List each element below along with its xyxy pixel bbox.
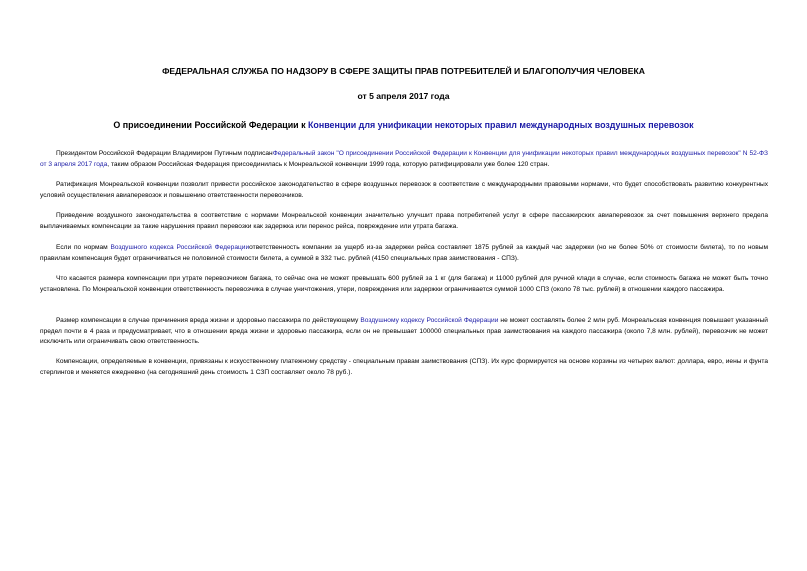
paragraph-health-compensation (40, 316, 768, 348)
paragraph-text: , таким образом Российская Федерация присоединилась к Монреальской конвенции 1999 года, которую ратифицировали уже более 120 стран. (107, 160, 550, 168)
paragraph-text: Если по нормам (56, 244, 111, 251)
paragraph-sdr: Компенсации, определяемые в конвенции, привязаны к искусственному платежному средству - специальным правам заимствования (СПЗ). Их курс формируется на основе корзины из четырех валют: доллара, евро, иены и фунта стерлингов и меняется ежедневно (на сегодняшний день стоимость 1 СЗП составляет около 78 руб.). (40, 358, 768, 376)
paragraph-text: ответственность компании за ущерб из-за задержки рейса составляет 1875 рублей за каждый час задержки (но не более 50% от стоимости билета), то по новым правилам компенсация будет ограничиваться не половиной стоимости билета, а суммой в 332 тыс. рублей (4150 специальных прав заимствования - СПЗ). (40, 244, 768, 262)
paragraph-text: Размер компенсации в случае причинения вреда жизни и здоровью пассажира по действующему (56, 317, 361, 324)
paragraph-delay-compensation (40, 243, 768, 264)
paragraph-legislation-alignment: Приведение воздушного законодательства в соответствие с нормами Монреальской конвенции значительно улучшит права потребителей услуг в сфере пассажирских авиаперевозок за счет повышения верхнего предела выплачиваемых компенсации за такие нарушения правил перевозки как задержка или перенос рейса, повреждение или утрата багажа. (40, 212, 768, 230)
agency-title: ФЕДЕРАЛЬНАЯ СЛУЖБА ПО НАДЗОРУ В СФЕРЕ ЗАЩИТЫ ПРАВ ПОТРЕБИТЕЛЕЙ И БЛАГОПОЛУЧИЯ ЧЕЛОВЕКА (162, 66, 645, 76)
paragraph-law-signed (40, 149, 768, 170)
document-subject (40, 120, 767, 131)
paragraph-text: Президентом Российской Федерации Владимиром Путиным подписан (56, 150, 273, 157)
paragraph-ratification: Ратификация Монреальской конвенции позволит привести российское законодательство в сфере воздушных перевозок в соответствие с международными правовыми нормами, что будет способствовать развитию конкурентных условий осуществления авиаперевозок и повышению ответственности перевозчиков. (40, 181, 768, 199)
subject-text: О присоединении Российской Федерации к (113, 120, 309, 130)
convention-link[interactable]: Конвенции для унификации некоторых правил международных воздушных перевозок (308, 120, 694, 130)
air-code-link[interactable]: Воздушного кодекса Российской Федерации (110, 244, 250, 251)
document-date: от 5 апреля 2017 года (357, 91, 450, 101)
federal-law-link[interactable]: Федеральный закон "О присоединении Российской Федерации к Конвенции для унификации некоторых правил международных воздушных перевозок" N 52-ФЗ от 3 апреля 2017 года (40, 150, 768, 168)
paragraph-baggage-compensation: Что касается размера компенсации при утрате перевозчиком багажа, то сейчас она не может превышать 600 рублей за 1 кг (для багажа) и 11000 рублей для ручной клади в случае, если стоимость багажа не может быть точно установлена. По Монреальской конвенции ответственность перевозчика в случае уничтожения, утери, повреждения или задержки ограничивается суммой 1000 СПЗ (около 78 тыс. рублей) в отношении каждого пассажира. (40, 275, 768, 293)
air-code-link[interactable]: Воздушному кодексу Российской Федерации (360, 317, 499, 324)
paragraph-text: не может составлять более 2 млн руб. Монреальская конвенция повышает указанный предел почти в 4 раза и предусматривает, что в отношении вреда жизни и здоровью пассажира, если он не превышает 100000 специальных прав заимствования на каждого пассажира (около 7,8 млн. рублей), перевозчик не может исключить или ограничивать свою ответственность. (40, 317, 768, 346)
